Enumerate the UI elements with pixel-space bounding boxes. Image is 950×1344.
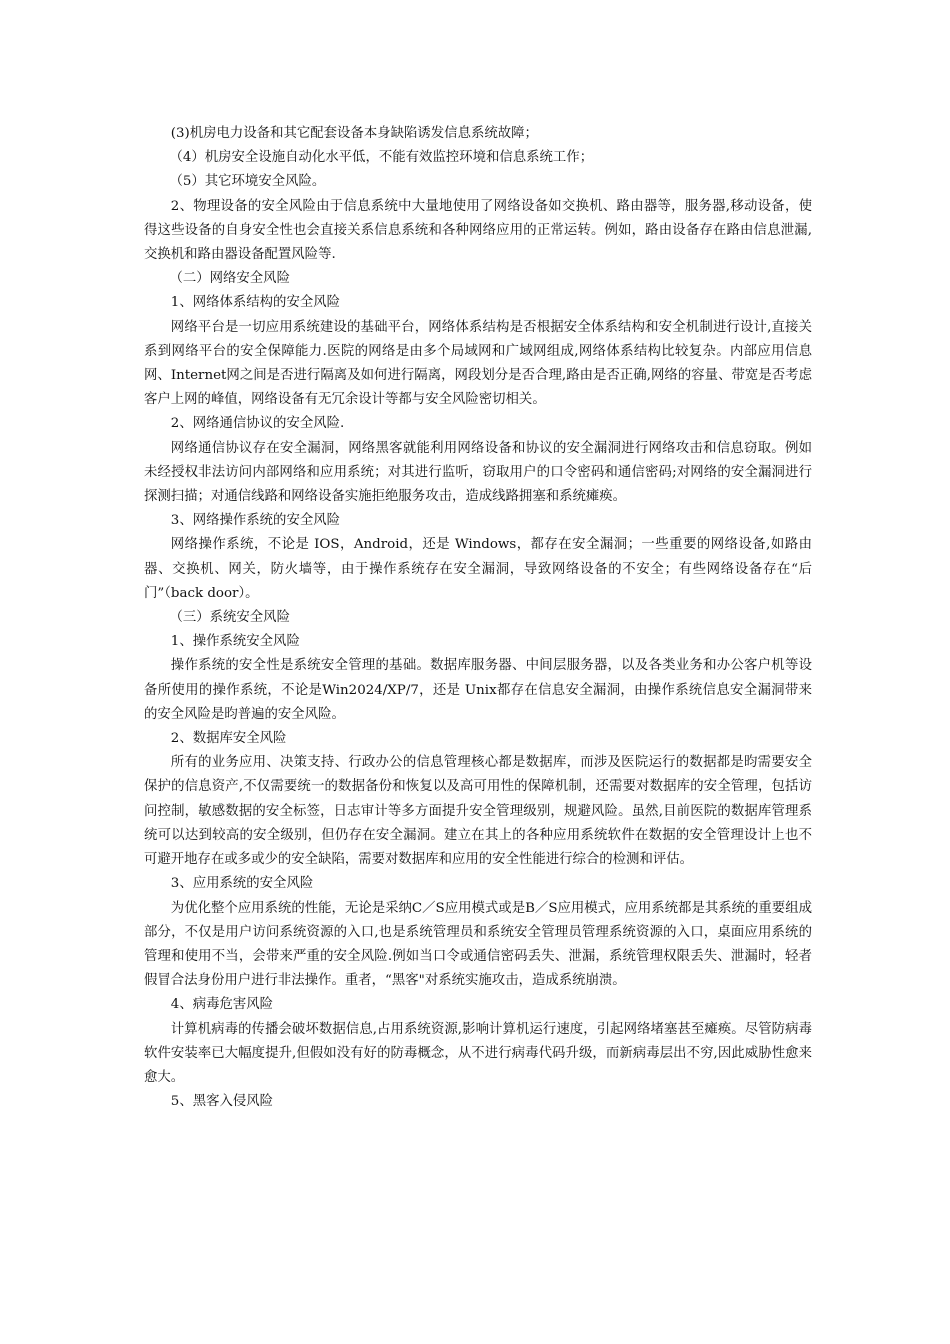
subheading-application-risk: 3、应用系统的安全风险 bbox=[170, 876, 314, 892]
subheading-hacker-risk: 5、黑客入侵风险 bbox=[170, 1094, 274, 1110]
paragraph-os-risk: 操作系统的安全性是系统安全管理的基础。数据库服务器、中间层服务器，以及各类业务和办公客户机等设备所使用的操作系统，不论是Win2024/XP/7，还是 Unix都存在信息安全漏洞，由操作系统信息安全漏洞带来的安全风险是昀普遍的安全风险。 bbox=[144, 658, 812, 722]
subheading-virus-risk: 4、病毒危害风险 bbox=[170, 997, 274, 1013]
subheading-network-os: 3、网络操作系统的安全风险 bbox=[170, 513, 341, 529]
subheading-network-architecture: 1、网络体系结构的安全风险 bbox=[170, 295, 341, 311]
list-item-4: （4）机房安全设施自动化水平低，不能有效监控环境和信息系统工作； bbox=[169, 150, 594, 166]
paragraph-virus-risk: 计算机病毒的传播会破坏数据信息,占用系统资源,影响计算机运行速度，引起网络堵塞甚至瘫痪。尽管防病毒软件安装率已大幅度提升,但假如没有好的防毒概念，从不进行病毒代码升级，而新病毒层出不穷,因此威胁性愈来愈大。 bbox=[144, 1021, 812, 1085]
subheading-database-risk: 2、数据库安全风险 bbox=[170, 731, 287, 747]
document-body bbox=[144, 122, 812, 1114]
subheading-network-protocol: 2、网络通信协议的安全风险. bbox=[170, 416, 345, 432]
section-heading-network-security: （二）网络安全风险 bbox=[169, 271, 290, 287]
paragraph-physical-device-risk: 2、物理设备的安全风险由于信息系统中大量地使用了网络设备如交换机、路由器等，服务器,移动设备，使得这些设备的自身安全性也会直接关系信息系统和各种网络应用的正常运转。例如，路由设备存在路由信息泄漏,交换机和路由器设备配置风险等. bbox=[144, 198, 812, 263]
list-item-5: （5）其它环境安全风险。 bbox=[169, 174, 326, 190]
section-heading-system-security: （三）系统安全风险 bbox=[169, 610, 290, 626]
paragraph-network-architecture: 网络平台是一切应用系统建设的基础平台，网络体系结构是否根据安全体系结构和安全机制进行设计,直接关系到网络平台的安全保障能力.医院的网络是由多个局域网和广域网组成,网络体系结构比较复杂。内部应用信息网、Internet网之间是否进行隔离及如何进行隔离，网段划分是否合理,路由是否正确,网络的容量、带宽是否考虑客户上网的峰值，网络设备有无冗余设计等都与安全风险密切相关。 bbox=[144, 319, 812, 408]
paragraph-network-os: 网络操作系统，不论是 IOS，Android，还是 Windows，都存在安全漏洞；一些重要的网络设备,如路由器、交换机、网关，防火墙等，由于操作系统存在安全漏洞，导致网络设备的不安全；有些网络设备存在“后门”（back door）。 bbox=[144, 537, 812, 601]
subheading-os-risk: 1、操作系统安全风险 bbox=[170, 634, 300, 650]
list-item-3: (3)机房电力设备和其它配套设备本身缺陷诱发信息系统故障； bbox=[170, 126, 538, 141]
paragraph-network-protocol: 网络通信协议存在安全漏洞，网络黑客就能利用网络设备和协议的安全漏洞进行网络攻击和信息窃取。例如未经授权非法访问内部网络和应用系统；对其进行监听，窃取用户的口令密码和通信密码;对网络的安全漏洞进行探测扫描；对通信线路和网络设备实施拒绝服务攻击，造成线路拥塞和系统瘫痪。 bbox=[144, 440, 812, 505]
paragraph-application-risk: 为优化整个应用系统的性能，无论是采纳C／S应用模式或是B／S应用模式，应用系统都是其系统的重要组成部分，不仅是用户访问系统资源的入口,也是系统管理员和系统安全管理员管理系统资源的入口，桌面应用系统的管理和使用不当，会带来严重的安全风险.例如当口令或通信密码丢失、泄漏，系统管理权限丢失、泄漏时，轻者假冒合法身份用户进行非法操作。重者，“黑客"对系统实施攻击，造成系统崩溃。 bbox=[144, 900, 812, 989]
paragraph-database-risk: 所有的业务应用、决策支持、行政办公的信息管理核心都是数据库，而涉及医院运行的数据都是昀需要安全保护的信息资产,不仅需要统一的数据备份和恢复以及高可用性的保障机制，还需要对数据库的安全管理，包括访问控制，敏感数据的安全标签，日志审计等多方面提升安全管理级别，规避风险。虽然,目前医院的数据库管理系统可以达到较高的安全级别，但仍存在安全漏洞。建立在其上的各种应用系统软件在数据的安全管理设计上也不可避开地存在或多或少的安全缺陷，需要对数据库和应用的安全性能进行综合的检测和评估。 bbox=[144, 755, 812, 868]
